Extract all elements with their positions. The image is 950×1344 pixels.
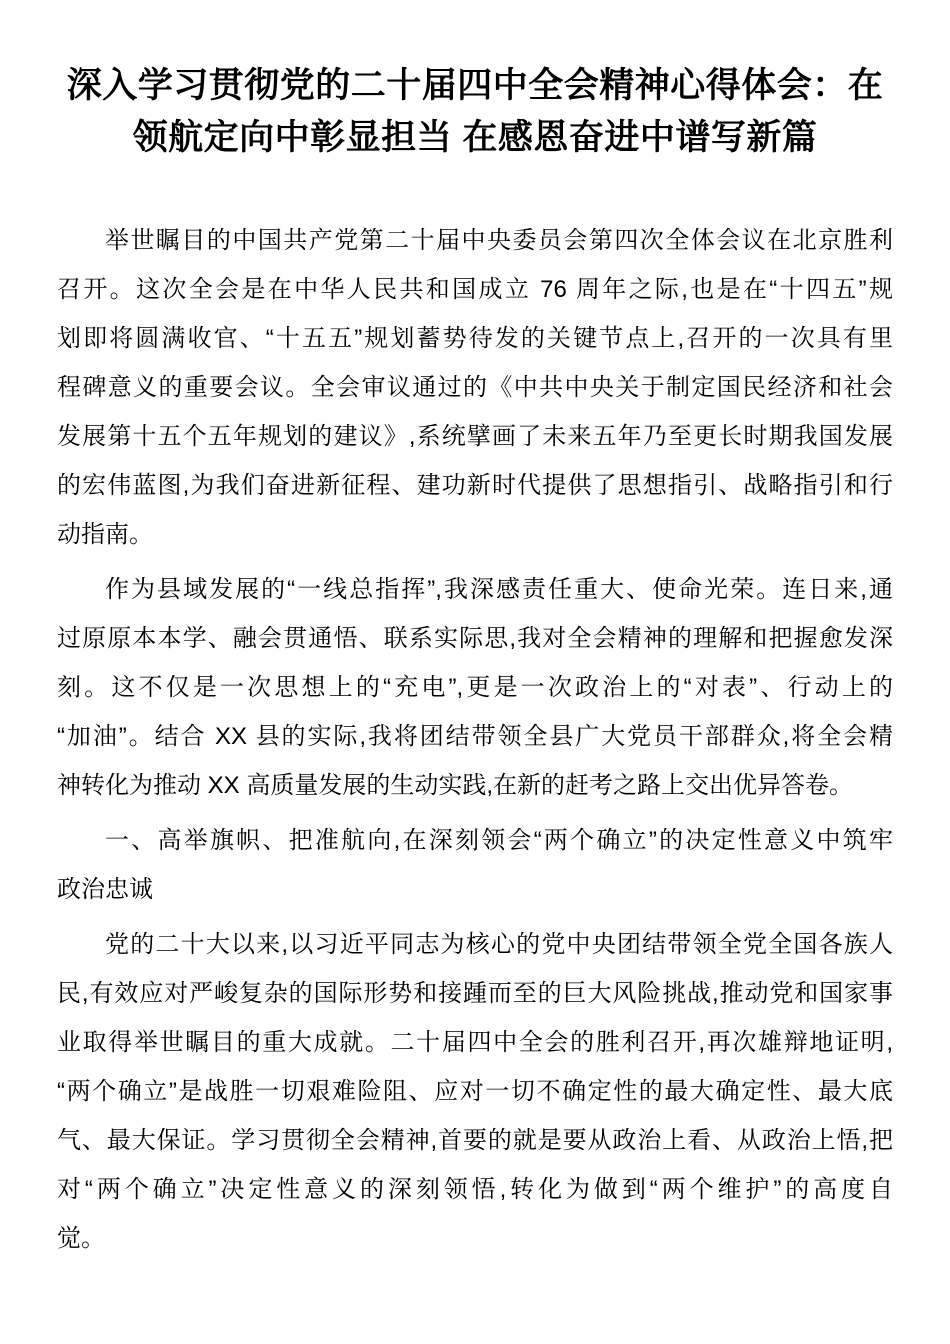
- section-heading: [57, 816, 893, 914]
- paragraph-line: 召开。这次全会是在中华人民共和国成立 76 周年之际,也是在“十四五”规: [57, 276, 893, 303]
- paragraph: [57, 565, 893, 810]
- paragraph: [57, 216, 893, 559]
- document-title: [57, 60, 893, 164]
- paragraph-line: “加油”。结合 XX 县的实际,我将团结带领全县广大党员干部群众,将全会精: [57, 723, 893, 750]
- document-body: [57, 216, 893, 1263]
- paragraph: [57, 920, 893, 1263]
- document-title-line-2: 领航定向中彰显担当 在感恩奋进中谱写新篇: [132, 118, 818, 157]
- paragraph-line: 的宏伟蓝图,为我们奋进新征程、建功新时代提供了思想指引、战略指引和行: [57, 472, 893, 499]
- paragraph-line: 一、高举旗帜、把准航向,在深刻领会“两个确立”的决定性意义中筑牢: [105, 827, 893, 854]
- paragraph-line: 举世瞩目的中国共产党第二十届中央委员会第四次全体会议在北京胜利: [105, 227, 893, 254]
- paragraph-line: 作为县域发展的“一线总指挥”,我深感责任重大、使命光荣。连日来,通: [105, 576, 893, 603]
- document-title-line-1: 深入学习贯彻党的二十届四中全会精神心得体会：在: [66, 66, 884, 105]
- paragraph-line: 气、最大保证。学习贯彻全会精神,首要的就是要从政治上看、从政治上悟,把: [57, 1127, 893, 1154]
- paragraph-line: 过原原本本学、融会贯通悟、联系实际思,我对全会精神的理解和把握愈发深: [57, 625, 893, 652]
- paragraph-line: 划即将圆满收官、“十五五”规划蓄势待发的关键节点上,召开的一次具有里: [57, 325, 893, 352]
- paragraph-line: 觉。: [57, 1225, 105, 1252]
- paragraph-line: 党的二十大以来,以习近平同志为核心的党中央团结带领全党全国各族人: [105, 931, 893, 958]
- paragraph-line: 神转化为推动 XX 高质量发展的生动实践,在新的赶考之路上交出优异答卷。: [57, 772, 854, 799]
- paragraph-line: 程碑意义的重要会议。全会审议通过的《中共中央关于制定国民经济和社会: [57, 374, 893, 401]
- paragraph-line: 对“两个确立”决定性意义的深刻领悟,转化为做到“两个维护”的高度自: [57, 1176, 893, 1203]
- paragraph-line: 动指南。: [57, 521, 153, 548]
- paragraph-line: 发展第十五个五年规划的建议》,系统擘画了未来五年乃至更长时期我国发展: [57, 423, 893, 450]
- paragraph-line: 业取得举世瞩目的重大成就。二十届四中全会的胜利召开,再次雄辩地证明,: [57, 1029, 893, 1056]
- paragraph-line: 刻。这不仅是一次思想上的“充电”,更是一次政治上的“对表”、行动上的: [57, 674, 893, 701]
- paragraph-line: “两个确立”是战胜一切艰难险阻、应对一切不确定性的最大确定性、最大底: [57, 1078, 893, 1105]
- paragraph-line: 民,有效应对严峻复杂的国际形势和接踵而至的巨大风险挑战,推动党和国家事: [57, 980, 893, 1007]
- paragraph-line: 政治忠诚: [57, 876, 153, 903]
